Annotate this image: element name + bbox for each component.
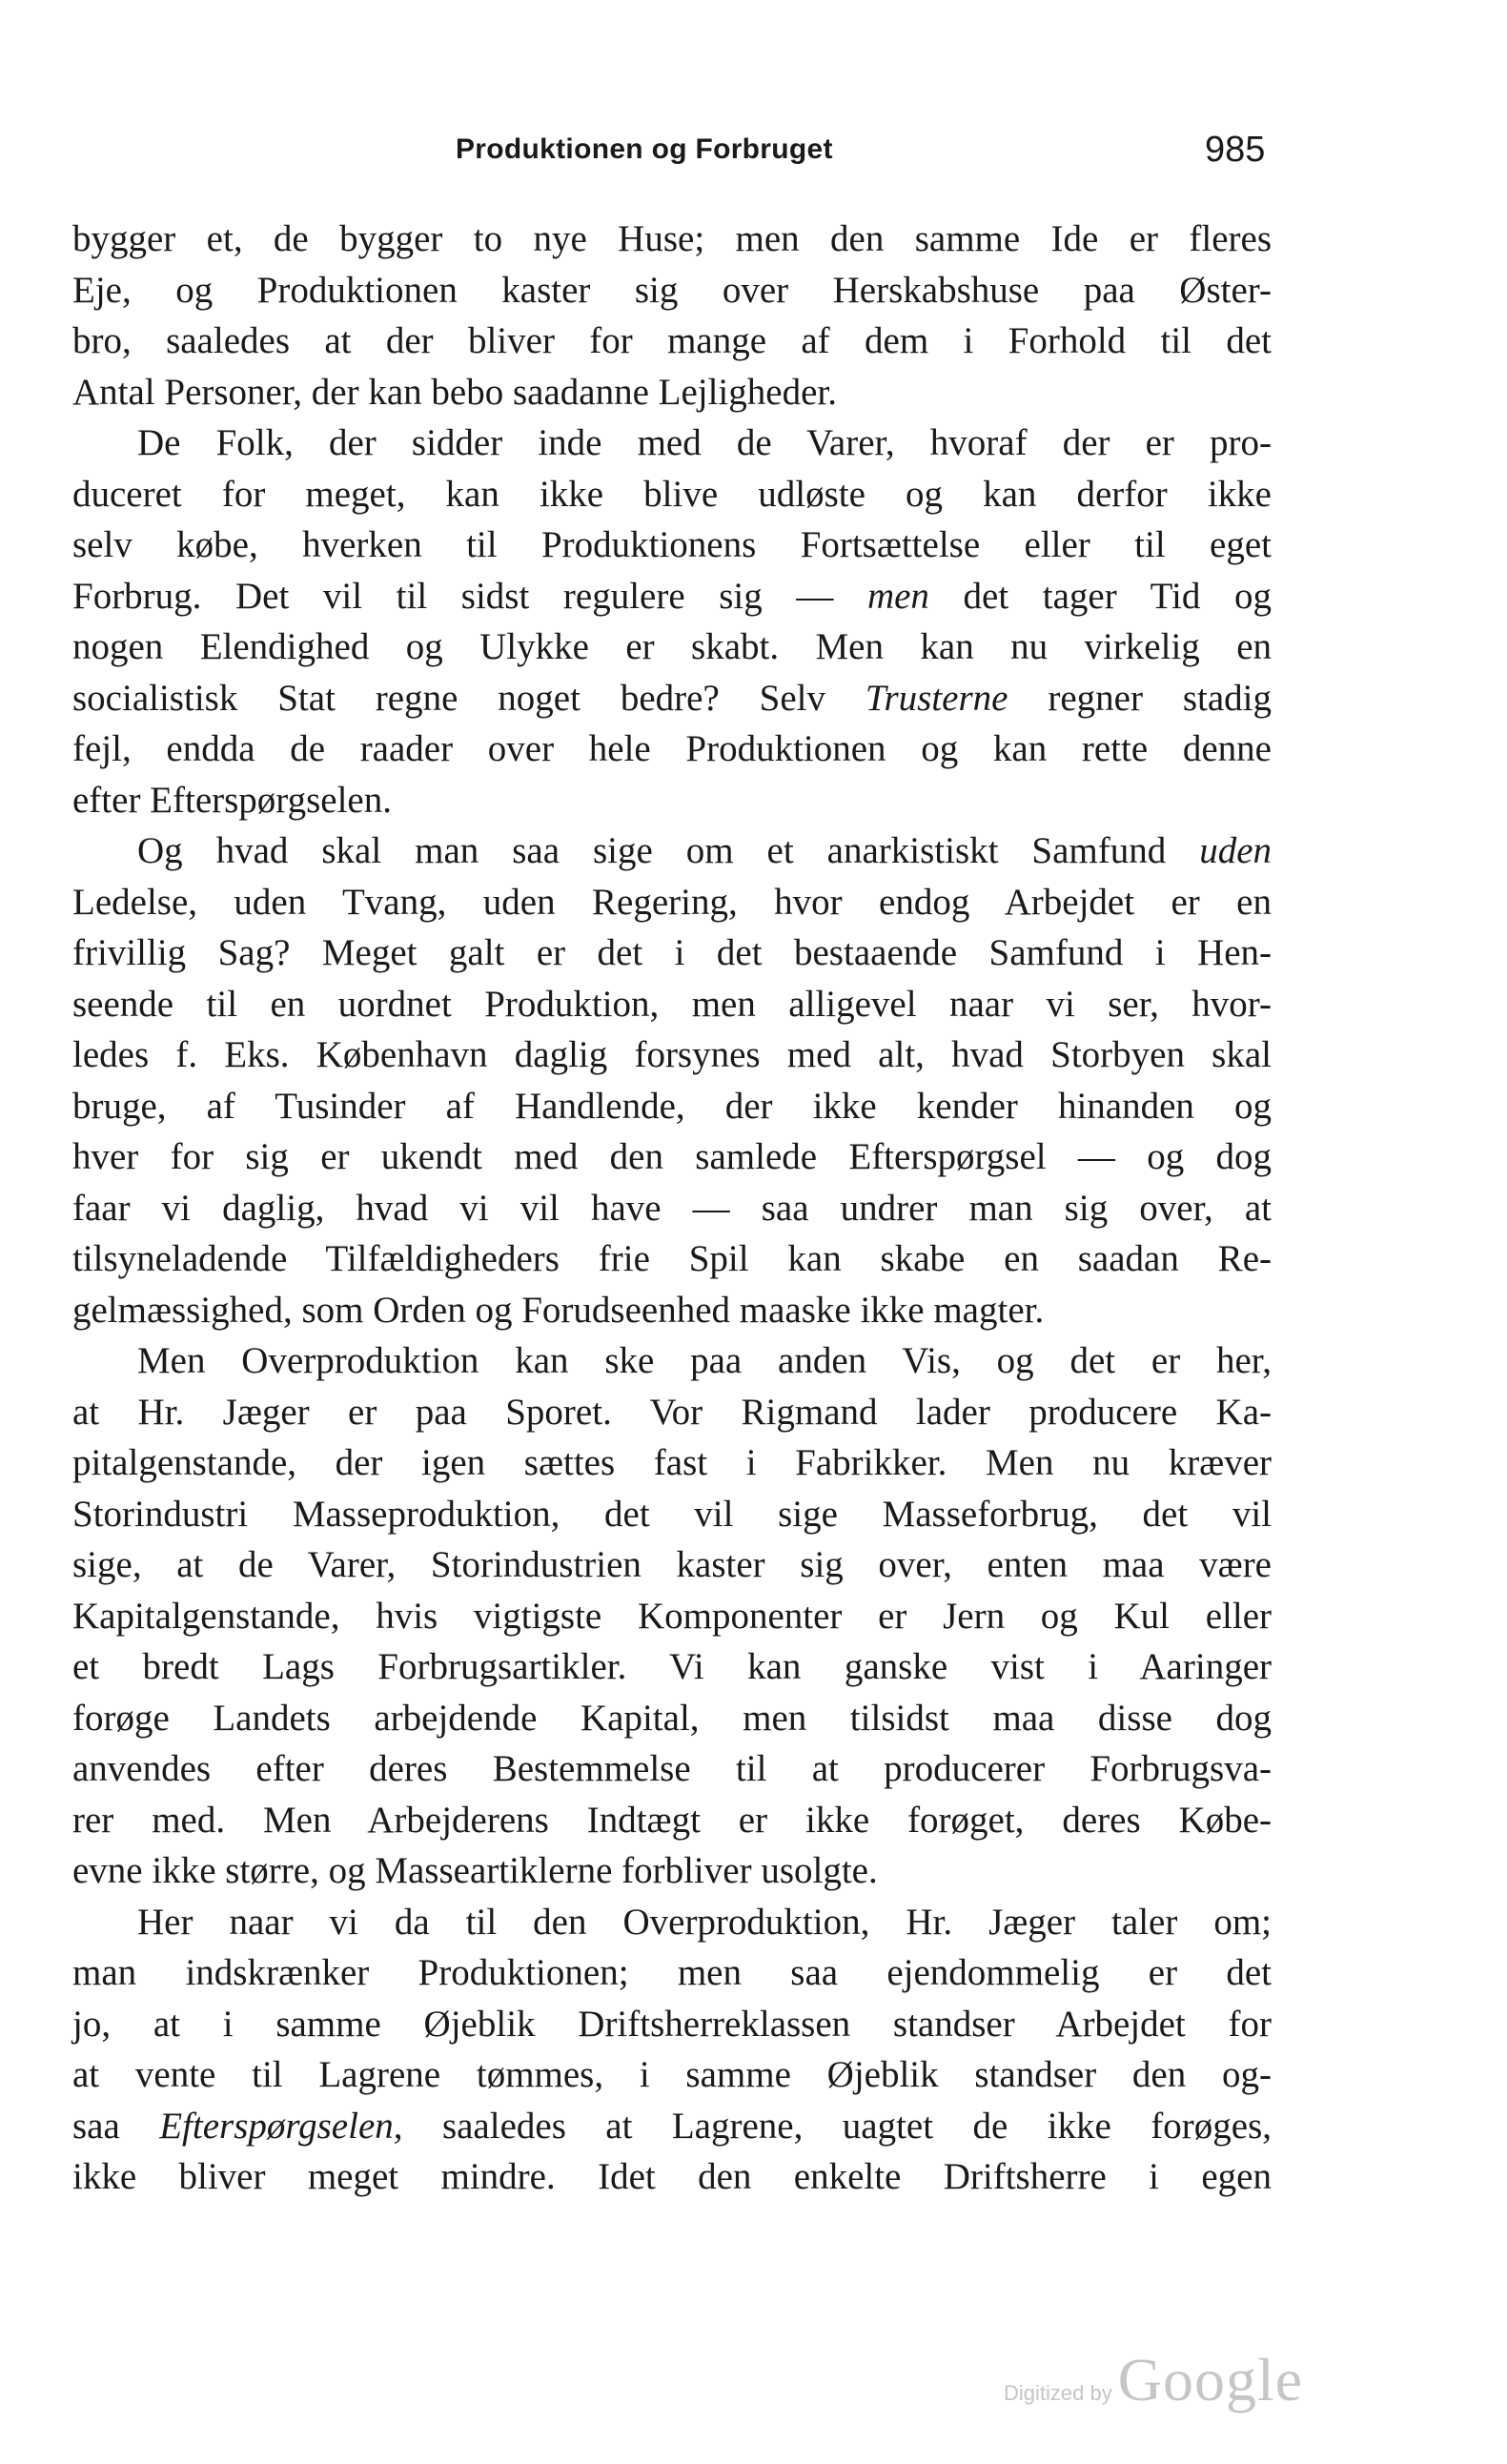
text-run: De Folk, der sidder inde med de Varer, hvoraf der er pro- [137, 422, 1272, 463]
text-line [72, 2101, 1272, 2152]
text-run: Antal Personer, der kan bebo saadanne Lejligheder. [72, 371, 837, 413]
text-line [72, 571, 1272, 622]
text-line [72, 621, 1272, 673]
text-line [72, 775, 1272, 826]
text-line [72, 1897, 1272, 1948]
text-line [72, 1437, 1272, 1489]
text-run: Forbrug. Det vil til sidst regulere sig — [72, 575, 867, 617]
text-run: socialistisk Stat regne noget bedre? Selv [72, 677, 866, 719]
text-line [72, 367, 1272, 418]
text-run: regner stadig [1008, 677, 1272, 719]
text-line [72, 519, 1272, 571]
italic-text: Efterspørgselen, [159, 2105, 403, 2147]
text-line [72, 2049, 1272, 2101]
text-line [72, 1999, 1272, 2050]
text-run: Ledelse, uden Tvang, uden Regering, hvor endog Arbejdet er en [72, 881, 1272, 923]
text-run: forøge Landets arbejdende Kapital, men tilsidst maa disse dog [72, 1697, 1272, 1739]
text-run: frivillig Sag? Meget galt er det i det bestaaende Samfund i Hen- [72, 932, 1272, 973]
text-run: tilsyneladende Tilfældigheders frie Spil kan skabe en saadan Re- [72, 1238, 1272, 1279]
text-run: Eje, og Produktionen kaster sig over Herskabshuse paa Øster- [72, 269, 1272, 311]
running-head-title: Produktionen og Forbruget [456, 133, 833, 165]
text-run: bro, saaledes at der bliver for mange af dem i Forhold til det [72, 320, 1272, 361]
text-line [72, 214, 1272, 265]
text-run: pitalgenstande, der igen sættes fast i Fabrikker. Men nu kræver [72, 1442, 1272, 1483]
text-run: at Hr. Jæger er paa Sporet. Vor Rigmand lader producere Ka- [72, 1391, 1272, 1433]
text-line [72, 723, 1272, 775]
text-line [72, 877, 1272, 928]
text-run: Men Overproduktion kan ske paa anden Vis, og det er her, [137, 1340, 1272, 1381]
text-run: jo, at i samme Øjeblik Driftsherreklassen standser Arbejdet for [72, 2003, 1272, 2045]
text-run: et bredt Lags Forbrugsartikler. Vi kan ganske vist i Aaringer [72, 1646, 1272, 1687]
text-line [72, 927, 1272, 979]
text-run: fejl, endda de raader over hele Produktionen og kan rette denne [72, 728, 1272, 769]
text-run: at vente til Lagrene tømmes, i samme Øjeblik standser den og- [72, 2054, 1272, 2095]
text-line [72, 1489, 1272, 1540]
text-run: ikke bliver meget mindre. Idet den enkelte Driftsherre i egen [72, 2156, 1272, 2197]
digitized-by-text: Digitized by [1004, 2381, 1112, 2405]
text-line [72, 1795, 1272, 1846]
text-run: Storindustri Masseproduktion, det vil sige Masseforbrug, det vil [72, 1493, 1272, 1535]
text-line [72, 1029, 1272, 1081]
text-run: rer med. Men Arbejderens Indtægt er ikke forøget, deres Købe- [72, 1799, 1272, 1841]
text-run: selv købe, hverken til Produktionens Fortsættelse eller til eget [72, 524, 1272, 565]
text-run: anvendes efter deres Bestemmelse til at producerer Forbrugsva- [72, 1748, 1272, 1789]
digitization-watermark [1004, 2345, 1303, 2415]
text-line [72, 1285, 1272, 1336]
text-run: gelmæssighed, som Orden og Forudseenhed maaske ikke magter. [72, 1289, 1045, 1331]
text-run: duceret for meget, kan ikke blive udløste og kan derfor ikke [72, 473, 1272, 515]
text-run: faar vi daglig, hvad vi vil have — saa undrer man sig over, at [72, 1187, 1272, 1229]
page-number: 985 [1205, 130, 1266, 170]
text-run: nogen Elendighed og Ulykke er skabt. Men kan nu virkelig en [72, 626, 1272, 667]
text-run: bruge, af Tusinder af Handlende, der ikke kender hinanden og [72, 1085, 1272, 1127]
text-line [72, 417, 1272, 469]
italic-text: uden [1199, 830, 1272, 871]
text-run: seende til en uordnet Produktion, men alligevel naar vi ser, hvor- [72, 983, 1272, 1025]
text-run: efter Efterspørgselen. [72, 779, 392, 821]
text-run: man indskrænker Produktionen; men saa ejendommelig er det [72, 1952, 1272, 1993]
text-line [72, 1539, 1272, 1591]
text-line [72, 1845, 1272, 1897]
text-run: Og hvad skal man saa sige om et anarkistiskt Samfund [137, 830, 1200, 871]
text-line [72, 1693, 1272, 1744]
text-run: saaledes at Lagrene, uagtet de ikke forøges, [402, 2105, 1272, 2147]
italic-text: men [866, 575, 929, 617]
text-line [72, 1081, 1272, 1132]
text-run: Her naar vi da til den Overproduktion, Hr. Jæger taler om; [137, 1901, 1272, 1943]
text-run: hver for sig er ukendt med den samlede Efterspørgsel — og dog [72, 1136, 1272, 1177]
text-line [72, 1335, 1272, 1387]
text-line [72, 469, 1272, 520]
text-line [72, 2151, 1272, 2203]
text-run: bygger et, de bygger to nye Huse; men den samme Ide er fleres [72, 218, 1272, 259]
text-run: det tager Tid og [928, 575, 1272, 617]
body-text [72, 214, 1272, 2203]
text-run: evne ikke større, og Masseartiklerne forbliver usolgte. [72, 1850, 878, 1891]
italic-text: Trusterne [865, 677, 1008, 719]
text-line [72, 825, 1272, 877]
text-line [72, 265, 1272, 316]
text-line [72, 1743, 1272, 1795]
text-run: ledes f. Eks. København daglig forsynes med alt, hvad Storbyen skal [72, 1034, 1272, 1075]
text-line [72, 1183, 1272, 1234]
text-line [72, 979, 1272, 1030]
text-run: Kapitalgenstande, hvis vigtigste Komponenter er Jern og Kul eller [72, 1595, 1272, 1637]
text-line [72, 1131, 1272, 1183]
text-run: sige, at de Varer, Storindustrien kaster sig over, enten maa være [72, 1544, 1272, 1585]
text-run: saa [72, 2105, 160, 2147]
text-line [72, 1387, 1272, 1438]
text-line [72, 1591, 1272, 1642]
text-line [72, 1947, 1272, 1999]
text-line [72, 316, 1272, 367]
text-line [72, 1641, 1272, 1693]
text-line [72, 673, 1272, 724]
text-line [72, 1233, 1272, 1285]
google-logo: Google [1117, 2346, 1304, 2413]
